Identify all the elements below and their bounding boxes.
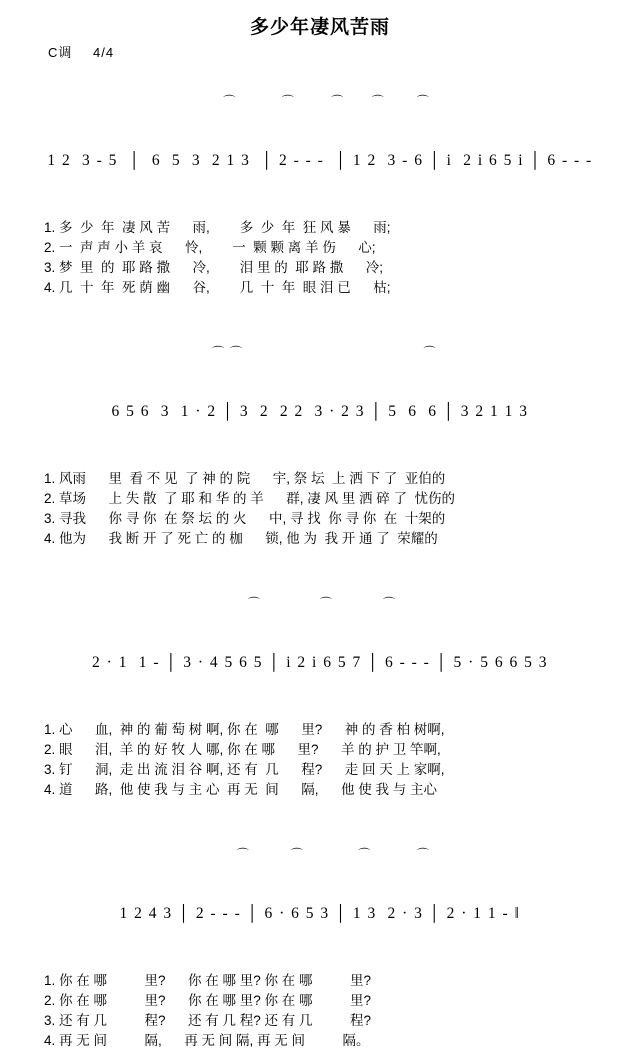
lyric-line: 3. 钉 洞, 走 出 流 泪 谷 啊, 还 有 几 程? 走 回 天 上 家啊, xyxy=(44,762,445,777)
sheet-music-page xyxy=(0,12,640,1048)
lyric-line: 3. 寻我 你 寻 你 在 祭 坛 的 火 中, 寻 找 你 寻 你 在 十架的 xyxy=(44,511,446,526)
lyrics-block-1 xyxy=(14,218,626,298)
lyric-line: 4. 再 无 间 隔, 再 无 间 隔, 再 无 间 隔。 xyxy=(44,1033,370,1048)
note-numbers-2: 6 5 6 3 1 · 2 │ 3 2 2 2 3 · 2 3 │ 5 6 6 │ 3 2 1 1 3 xyxy=(111,403,529,420)
slur-marks-3: ⌒ ⌒ ⌒ xyxy=(243,596,397,610)
lyric-line: 1. 你 在 哪 里? 你 在 哪 里? 你 在 哪 里? xyxy=(44,973,372,988)
music-system-2 xyxy=(0,304,640,549)
lyric-line: 1. 风雨 里 看 不 见 了 神 的 院 宇, 祭 坛 上 洒 下 了 亚伯的 xyxy=(44,471,446,486)
lyric-line: 4. 他为 我 断 开 了 死 亡 的 枷 锁, 他 为 我 开 通 了 荣耀的 xyxy=(44,531,438,546)
time-signature: 4/4 xyxy=(93,45,115,60)
music-system-1 xyxy=(0,53,640,298)
lyric-line: 2. 一 声 声 小 羊 哀 怜, 一 颗 颗 离 羊 伤 心; xyxy=(44,240,376,255)
note-numbers-4: 1 2 4 3 │ 2 - - - │ 6 · 6 5 3 │ 1 3 2 · 3 │ 2 · 1 1 - ‖ xyxy=(119,905,521,922)
lyric-line: 3. 梦 里 的 耶 路 撒 冷, 泪 里 的 耶 路 撒 冷; xyxy=(44,260,384,275)
note-numbers-3: 2 · 1 1 - │ 3 · 4 5 6 5 │ i 2 i 6 5 7 │ 6 - - - │ 5 · 5 6 6 5 3 xyxy=(92,654,548,671)
lyrics-block-4 xyxy=(14,971,626,1051)
slur-marks-4: ⌒ ⌒ ⌒ ⌒ xyxy=(209,847,431,861)
note-numbers-1: 1 2 3 - 5 │ 6 5 3 2 1 3 │ 2 - - - │ 1 2 3 - 6 │ i 2 i 6 5 i │ 6 - - - xyxy=(47,152,593,169)
lyric-line: 2. 眼 泪, 羊 的 好 牧 人 哪, 你 在 哪 里? 羊 的 护 卫 竿啊, xyxy=(44,742,441,757)
key-signature: C调 xyxy=(48,45,73,60)
music-system-4 xyxy=(0,806,640,1051)
page-title: 多少年凄风苦雨 xyxy=(249,17,390,38)
lyric-line: 1. 多 少 年 凄 风 苦 雨, 多 少 年 狂 风 暴 雨; xyxy=(44,220,391,235)
lyric-line: 3. 还 有 几 程? 还 有 几 程? 还 有 几 程? xyxy=(44,1013,372,1028)
notation-line-1 xyxy=(14,53,626,216)
notation-line-2 xyxy=(14,304,626,467)
slur-marks-2: ⌒ ⌒ ⌒ xyxy=(202,345,437,359)
notation-line-3 xyxy=(14,555,626,718)
lyric-line: 4. 道 路, 他 使 我 与 主 心 再 无 间 隔, 他 使 我 与 主心 xyxy=(44,782,438,797)
lyrics-block-3 xyxy=(14,720,626,800)
lyric-line: 1. 心 血, 神 的 葡 萄 树 啊, 你 在 哪 里? 神 的 香 柏 树啊, xyxy=(44,722,445,737)
slur-marks-1: ⌒ ⌒ ⌒ ⌒ ⌒ xyxy=(209,94,431,108)
lyric-line: 4. 几 十 年 死 荫 幽 谷, 几 十 年 眼 泪 已 枯; xyxy=(44,280,391,295)
music-system-3 xyxy=(0,555,640,800)
lyric-line: 2. 草场 上 失 散 了 耶 和 华 的 羊 群, 凄 风 里 洒 碎 了 忧伤的 xyxy=(44,491,456,506)
notation-line-4 xyxy=(14,806,626,969)
lyrics-block-2 xyxy=(14,469,626,549)
lyric-line: 2. 你 在 哪 里? 你 在 哪 里? 你 在 哪 里? xyxy=(44,993,372,1008)
